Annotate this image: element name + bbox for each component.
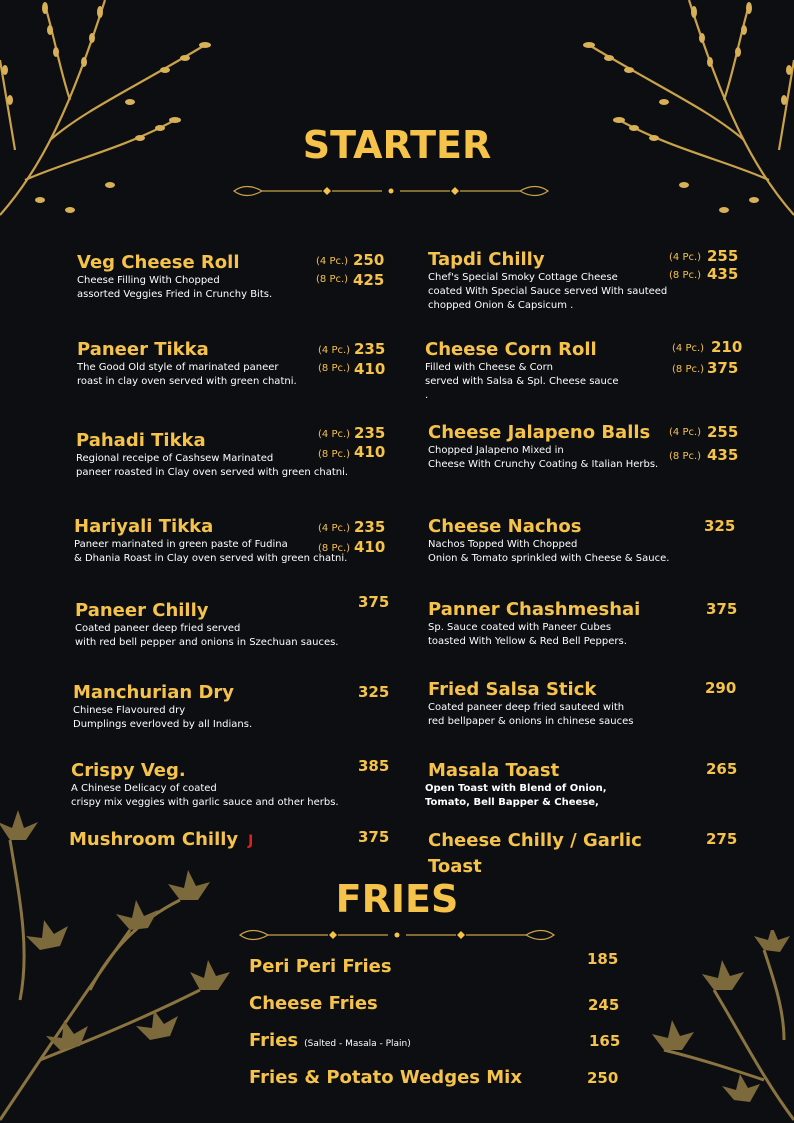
item-description: paneer roasted in Clay oven served with green chatni. <box>76 467 349 478</box>
ornamental-divider <box>238 928 556 942</box>
item-price: 290 <box>705 679 737 697</box>
menu-item-pahadi-tikka <box>76 429 351 480</box>
item-description: with red bell pepper and onions in Szechuan sauces. <box>75 637 339 648</box>
item-description: Nachos Topped With Chopped <box>428 539 578 550</box>
item-description: The Good Old style of marinated paneer <box>77 362 279 373</box>
item-name: Veg Cheese Roll <box>77 252 240 273</box>
item-description: served with Salsa & Spl. Cheese sauce <box>425 376 619 387</box>
item-price: 375 <box>707 359 739 377</box>
item-price: 325 <box>358 683 390 701</box>
item-price: 435 <box>707 446 739 464</box>
item-description: Chopped Jalapeno Mixed in <box>428 445 564 456</box>
branch-ornament-top-right <box>564 0 794 230</box>
qty-label: (8 Pc.) <box>318 543 351 554</box>
qty-label: (4 Pc.) <box>318 429 351 440</box>
qty-label: (8 Pc.) <box>669 451 702 462</box>
item-price: 375 <box>358 828 390 846</box>
menu-item-manchurian-dry <box>73 682 252 732</box>
qty-label: (8 Pc.) <box>672 364 705 375</box>
item-price: 410 <box>354 538 386 556</box>
ornamental-divider <box>232 184 550 198</box>
item-price: 245 <box>588 996 620 1014</box>
qty-label: (4 Pc.) <box>316 256 349 267</box>
item-price: 375 <box>706 600 738 618</box>
item-price: 250 <box>587 1069 619 1087</box>
item-price: 210 <box>711 338 743 356</box>
qty-label: (8 Pc.) <box>669 270 702 281</box>
fries-item-peri-peri <box>249 956 392 978</box>
qty-label: (4 Pc.) <box>672 343 705 354</box>
menu-item-paneer-tikka <box>77 339 297 389</box>
menu-item-paneer-chilly <box>75 600 339 650</box>
item-description: red bellpaper & onions in chinese sauces <box>428 716 634 727</box>
item-description: & Dhania Roast in Clay oven served with green chatni. <box>74 553 348 564</box>
item-description: Regional receipe of Cashsew Marinated <box>76 453 274 464</box>
item-price: 385 <box>358 757 390 775</box>
item-description: Open Toast with Blend of Onion, <box>425 783 607 794</box>
item-price: 435 <box>707 265 739 283</box>
item-description: . <box>425 390 429 401</box>
item-name: Toast <box>428 856 482 877</box>
menu-item-cheese-corn-roll <box>425 339 619 403</box>
item-name: Paneer Chilly <box>75 600 209 621</box>
menu-item-cheese-chilly-garlic-toast <box>428 828 642 880</box>
item-description: roast in clay oven served with green chatni. <box>77 376 297 387</box>
qty-label: (4 Pc.) <box>669 427 702 438</box>
qty-label: (8 Pc.) <box>318 363 351 374</box>
leaf-ornament-bottom-right <box>634 930 794 1123</box>
item-name: Cheese Nachos <box>428 516 582 537</box>
qty-label: (4 Pc.) <box>669 252 702 263</box>
item-name <box>249 1030 411 1055</box>
menu-item-masala-toast <box>425 760 607 810</box>
item-name: Crispy Veg. <box>71 760 186 781</box>
menu-item-cheese-nachos <box>428 516 669 566</box>
item-price: 410 <box>354 360 386 378</box>
menu-item-hariyali-tikka <box>74 516 347 566</box>
item-name: Cheese Jalapeno Balls <box>428 422 651 443</box>
menu-item-veg-cheese-roll <box>77 252 272 302</box>
item-name: Peri Peri Fries <box>249 956 392 977</box>
item-price: 235 <box>354 424 386 442</box>
item-description: coated With Special Sauce served With sauteed <box>428 286 668 297</box>
item-price: 165 <box>589 1032 621 1050</box>
item-name <box>69 829 253 852</box>
item-price: 185 <box>587 950 619 968</box>
item-name: Tapdi Chilly <box>428 249 545 270</box>
qty-label: (8 Pc.) <box>318 449 351 460</box>
item-description: Chef's Special Smoky Cottage Cheese <box>428 272 618 283</box>
qty-label: (8 Pc.) <box>316 274 349 285</box>
item-description: Sp. Sauce coated with Paneer Cubes <box>428 622 612 633</box>
item-description: Chinese Flavoured dry <box>73 705 186 716</box>
item-price: 235 <box>354 518 386 536</box>
item-name: Fried Salsa Stick <box>428 679 597 700</box>
item-name: Cheese Chilly / Garlic <box>428 830 642 851</box>
item-description: toasted With Yellow & Red Bell Peppers. <box>428 636 627 647</box>
starter-title: STARTER <box>302 123 492 167</box>
menu-item-crispy-veg <box>71 760 339 810</box>
fries-item-cheese <box>249 993 378 1015</box>
item-name: Masala Toast <box>428 760 560 781</box>
item-description: Onion & Tomato sprinkled with Cheese & Sauce. <box>428 553 670 564</box>
fries-item-fries <box>249 1030 411 1055</box>
item-price: 250 <box>353 251 385 269</box>
qty-label: (4 Pc.) <box>318 523 351 534</box>
item-price: 275 <box>706 830 738 848</box>
item-description: Tomato, Bell Bapper & Cheese, <box>425 797 599 808</box>
item-description: Coated paneer deep fried sauteed with <box>428 702 625 713</box>
fries-title: FRIES <box>335 877 459 921</box>
item-description: Cheese With Crunchy Coating & Italian Herbs. <box>428 459 659 470</box>
menu-item-tapdi-chilly <box>428 249 667 313</box>
item-name: Hariyali Tikka <box>74 516 214 537</box>
item-name: Fries & Potato Wedges Mix <box>249 1067 522 1088</box>
item-name: Cheese Fries <box>249 993 378 1014</box>
item-description: assorted Veggies Fried in Crunchy Bits. <box>77 289 273 300</box>
item-price: 325 <box>704 517 736 535</box>
item-description: A Chinese Delicacy of coated <box>71 783 217 794</box>
item-description: Coated paneer deep fried served <box>75 623 241 634</box>
item-price: 425 <box>353 271 385 289</box>
item-price: 265 <box>706 760 738 778</box>
menu-item-fried-salsa-stick <box>428 679 633 729</box>
item-name: Cheese Corn Roll <box>425 339 597 360</box>
item-description: Paneer marinated in green paste of Fudina <box>74 539 288 550</box>
item-note: (Salted - Masala - Plain) <box>304 1039 411 1049</box>
item-name: Paneer Tikka <box>77 339 209 360</box>
item-name: Pahadi Tikka <box>76 430 206 451</box>
item-price: 255 <box>707 247 739 265</box>
menu-item-panner-chashmeshai <box>428 599 640 649</box>
item-description: crispy mix veggies with garlic sauce and other herbs. <box>71 797 339 808</box>
item-name: Panner Chashmeshai <box>428 599 641 620</box>
item-description: Filled with Cheese & Corn <box>425 362 553 373</box>
item-description: Dumplings everloved by all Indians. <box>73 719 253 730</box>
chili-icon: J <box>248 833 254 849</box>
item-price: 375 <box>358 593 390 611</box>
menu-item-mushroom-chilly <box>69 829 253 852</box>
item-name-text: Fries <box>249 1030 299 1051</box>
item-name-text: Mushroom Chilly <box>69 829 239 850</box>
menu-item-cheese-jalapeno-balls <box>428 422 658 472</box>
item-description: Cheese Filling With Chopped <box>77 275 220 286</box>
item-description: chopped Onion & Capsicum . <box>428 300 574 311</box>
item-name: Manchurian Dry <box>73 682 234 703</box>
item-price: 410 <box>354 443 386 461</box>
fries-item-potato-wedges-mix <box>249 1067 522 1089</box>
branch-ornament-top-left <box>0 0 230 230</box>
qty-label: (4 Pc.) <box>318 345 351 356</box>
item-price: 235 <box>354 340 386 358</box>
item-price: 255 <box>707 423 739 441</box>
